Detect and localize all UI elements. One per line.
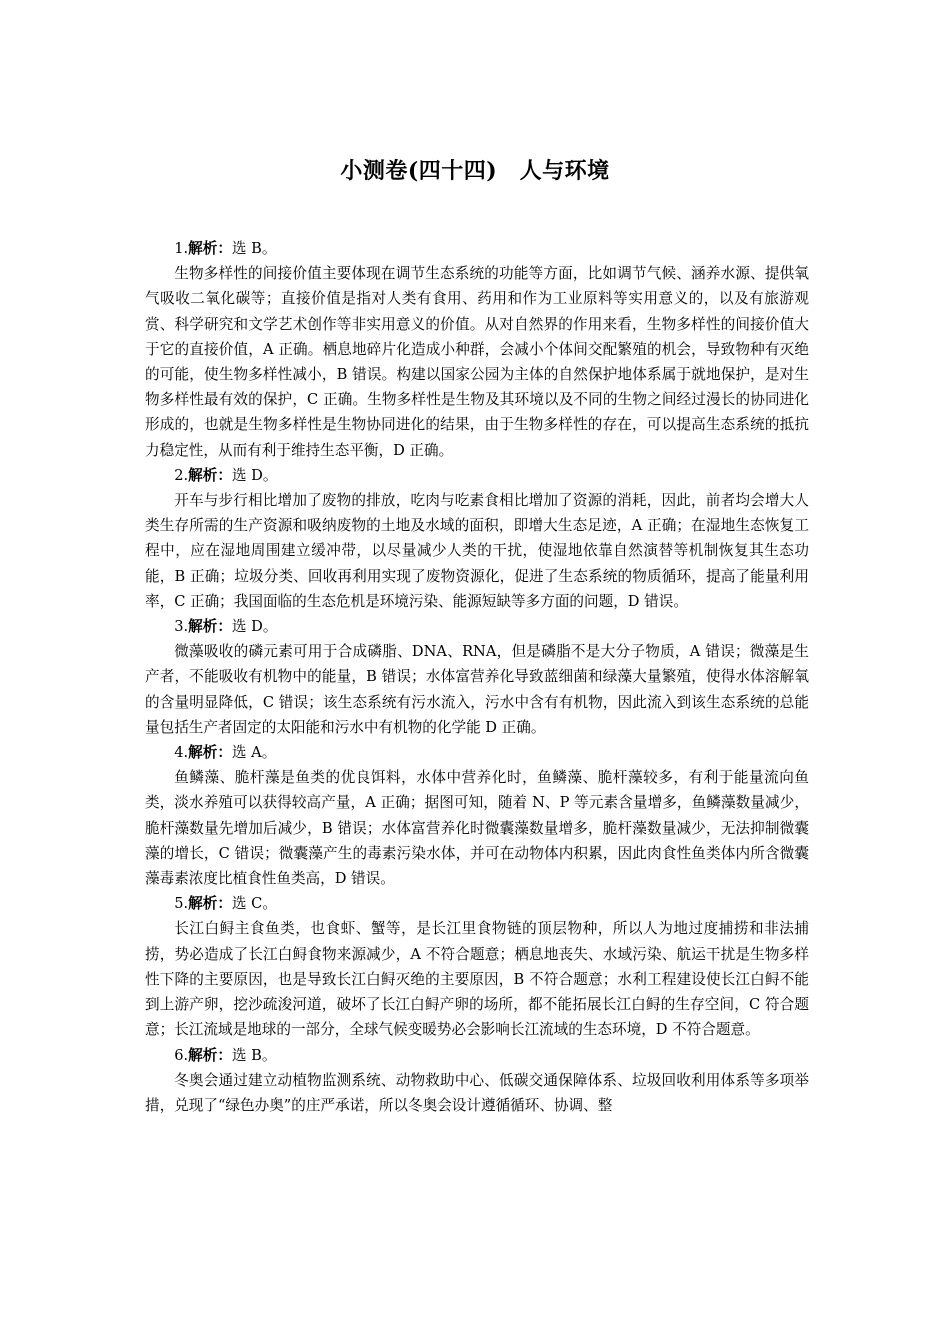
answer-label: 解析： — [188, 1046, 232, 1064]
answer-choice: 选 D。 — [231, 618, 278, 636]
answer-number: 5. — [174, 895, 189, 913]
answer-3-body: 微藻吸收的磷元素可用于合成磷脂、DNA、RNA，但是磷脂不是大分子物质，A 错误；微藻是生产者，不能吸收有机物中的能量，B 错误；水体富营养化导致蓝细菌和绿藻大量繁殖，使得水体溶解氧的含量明显降低，C 错误；该生态系统有污水流入，污水中含有有机物，因此流入到该生态系统的总能量包括生产者固定的太阳能和污水中有机物的化学能 D 正确。 — [145, 643, 809, 736]
page-title: 小测卷(四十四) 人与环境 — [340, 158, 610, 184]
answer-1-body: 生物多样性的间接价值主要体现在调节生态系统的功能等方面，比如调节气候、涵养水源、提供氧气吸收二氧化碳等；直接价值是指对人类有食用、药用和作为工业原料等实用意义的，以及有旅游观赏、科学研究和文学艺术创作等非实用意义的价值。从对自然界的作用来看，生物多样性的间接价值大于它的直接价值，A 正确。栖息地碎片化造成小种群，会减小个体间交配繁殖的机会，导致物种有灭绝的可能，使生物多样性减小，B 错误。构建以国家公园为主体的自然保护地体系属于就地保护，是对生物多样性最有效的保护，C 正确。生物多样性是生物及其环境以及不同的生物之间经过漫长的协同进化形成的，也就是生物多样性是生物协同进化的结果，由于生物多样性的存在，可以提高生态系统的抵抗力稳定性，从而有利于维持生态平衡，D 正确。 — [145, 265, 809, 459]
answer-content — [145, 236, 809, 1118]
answer-4-body: 鱼鳞藻、脆杆藻是鱼类的优良饵料，水体中营养化时，鱼鳞藻、脆杆藻较多，有利于能量流向鱼类，淡水养殖可以获得较高产量，A 正确；据图可知，随着 N、P 等元素含量增多，鱼鳞藻数量减少，脆杆藻数量先增加后减少，B 错误；水体富营养化时微囊藻数量增多，脆杆藻数量减少，无法抑制微囊藻的增长，C 错误；微囊藻产生的毒素污染水体，并可在动物体内积累，因此肉食性鱼类体内所含微囊藻毒素浓度比植食性鱼类高，D 错误。 — [145, 769, 809, 888]
answer-label: 解析： — [188, 744, 232, 762]
answer-1-head — [145, 236, 809, 261]
answer-choice: 选 B。 — [231, 240, 277, 257]
answer-2-head — [145, 463, 809, 488]
answer-6-head — [145, 1043, 809, 1068]
answer-label: 解析： — [188, 895, 232, 913]
answer-label: 解析： — [188, 618, 232, 636]
answer-choice: 选 A。 — [231, 744, 277, 762]
answer-number: 1. — [174, 240, 189, 257]
answer-2-body: 开车与步行相比增加了废物的排放，吃肉与吃素食相比增加了资源的消耗，因此，前者均会增大人类生存所需的生产资源和吸纳废物的土地及水域的面积，即增大生态足迹，A 正确；在湿地生态恢复工程中，应在湿地周围建立缓冲带，以尽量减少人类的干扰，使湿地依靠自然演替等机制恢复其生态功能，B 正确；垃圾分类、回收再利用实现了废物资源化，促进了生态系统的物质循环，提高了能量利用率，C 正确；我国面临的生态危机是环境污染、能源短缺等多方面的问题，D 错误。 — [145, 492, 809, 610]
answer-choice: 选 B。 — [231, 1046, 277, 1064]
answer-5-head — [145, 891, 809, 916]
answer-3-head — [145, 614, 809, 639]
answer-4-head — [145, 740, 809, 765]
answer-label: 解析： — [188, 466, 232, 484]
answer-choice: 选 D。 — [231, 466, 278, 484]
answer-label: 解析： — [188, 240, 232, 257]
answer-5-body: 长江白鲟主食鱼类，也食虾、蟹等，是长江里食物链的顶层物种，所以人为地过度捕捞和非法捕捞，势必造成了长江白鲟食物来源减少，A 不符合题意；栖息地丧失、水域污染、航运干扰是生物多样性下降的主要原因，也是导致长江白鲟灭绝的主要原因，B 不符合题意；水利工程建设使长江白鲟不能到上游产卵，挖沙疏浚河道，破坏了长江白鲟产卵的场所，都不能拓展长江白鲟的生存空间，C 符合题意；长江流域是地球的一部分，全球气候变暖势必会影响长江流域的生态环境，D 不符合题意。 — [145, 920, 809, 1039]
answer-number: 2. — [174, 466, 189, 484]
answer-number: 4. — [174, 744, 189, 762]
answer-choice: 选 C。 — [231, 895, 277, 913]
answer-number: 3. — [174, 618, 189, 636]
answer-number: 6. — [174, 1046, 189, 1064]
answer-6-body: 冬奥会通过建立动植物监测系统、动物救助中心、低碳交通保障体系、垃圾回收利用体系等多项举措，兑现了“绿色办奥”的庄严承诺，所以冬奥会设计遵循循环、协调、整 — [145, 1071, 809, 1114]
